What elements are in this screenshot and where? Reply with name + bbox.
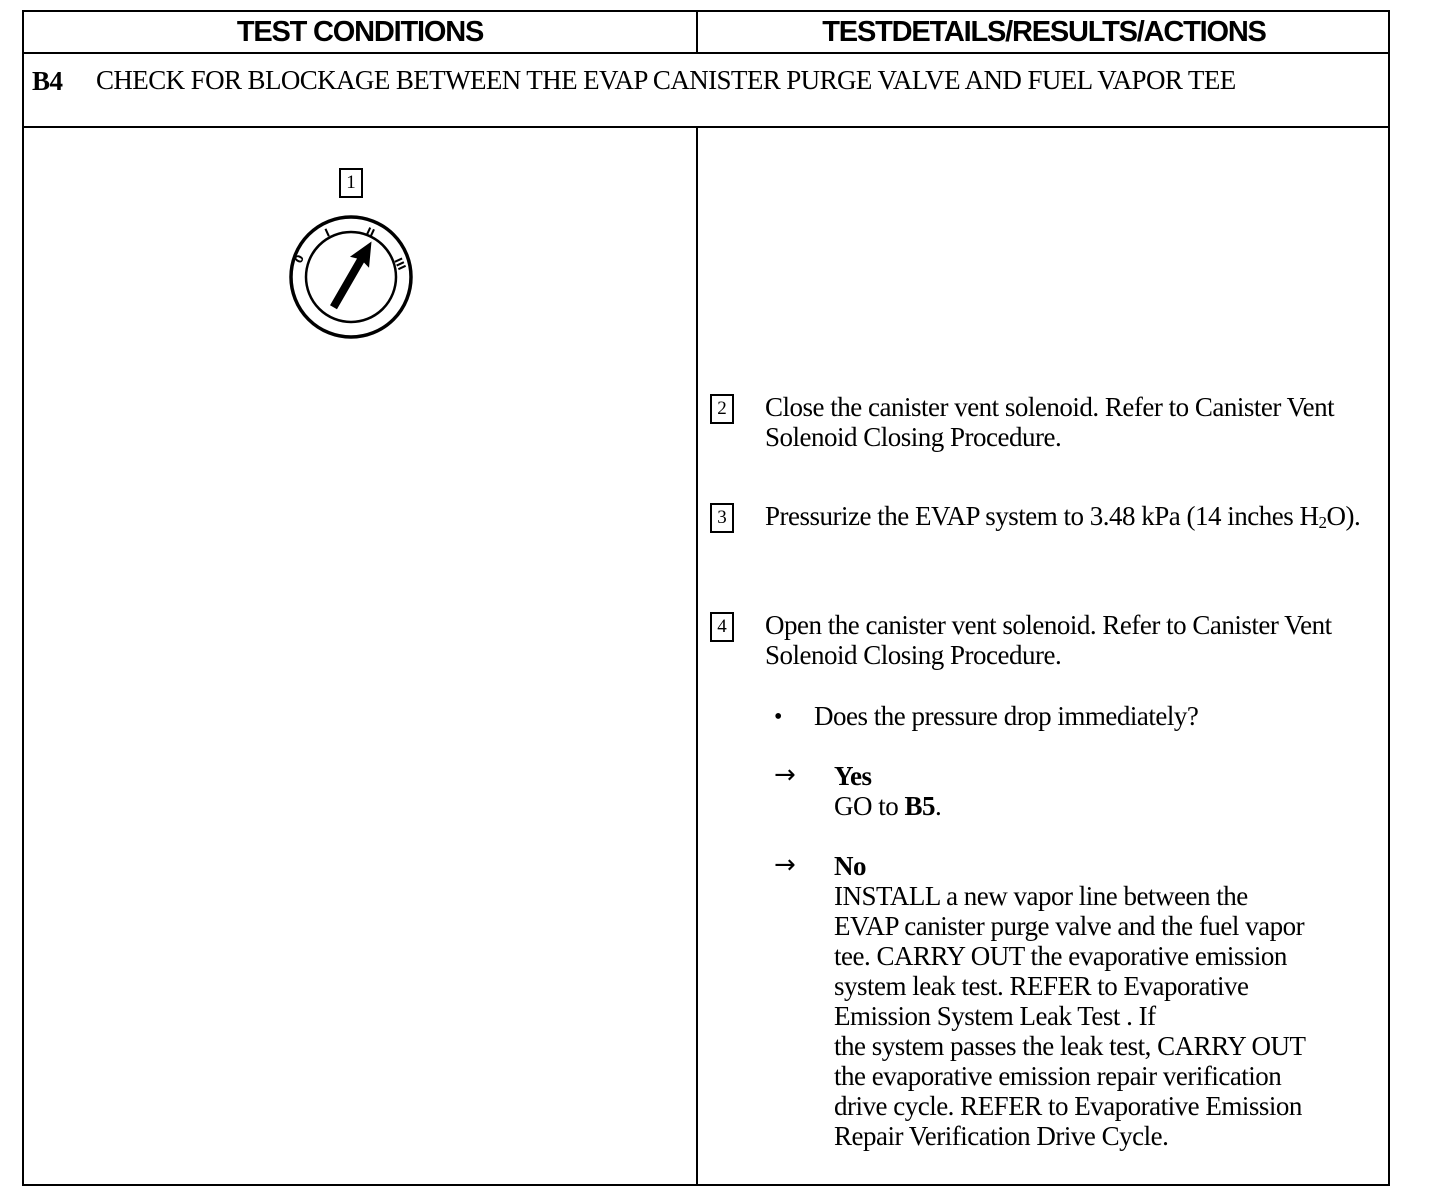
- yes-action: [834, 791, 941, 821]
- yes-action-prefix: GO to: [834, 791, 905, 821]
- yes-label-text: Yes: [834, 761, 872, 791]
- column-divider: [696, 128, 698, 1186]
- yes-label: [834, 761, 872, 791]
- question-text: Does the pressure drop immediately?: [814, 701, 1199, 731]
- no-action-line-3: tee. CARRY OUT the evaporative emission: [834, 941, 1287, 971]
- ignition-position-3: III: [391, 255, 409, 273]
- no-action-line-5: Emission System Leak Test . If: [834, 1001, 1156, 1031]
- step-number-3-label: 3: [717, 507, 727, 528]
- no-action-line-2: EVAP canister purge valve and the fuel vapor: [834, 911, 1305, 941]
- no-action-line-6: the system passes the leak test, CARRY OUT: [834, 1031, 1306, 1061]
- test-table: [22, 10, 1390, 1186]
- yes-arrow-icon: →: [774, 760, 796, 790]
- step-3-text-prefix: Pressurize the EVAP system to 3.48 kPa (14 inches H: [765, 501, 1319, 531]
- step-number-2-label: 2: [717, 398, 727, 419]
- no-label-text: No: [834, 851, 866, 881]
- yes-action-target: B5: [904, 791, 936, 821]
- ignition-position-2: II: [363, 224, 377, 241]
- step-4-text: Open the canister vent solenoid. Refer to Canister Vent Solenoid Closing Procedure.: [765, 610, 1332, 670]
- no-action-line-8: drive cycle. REFER to Evaporative Emission: [834, 1091, 1302, 1121]
- no-action: [834, 881, 1389, 1151]
- header-test-conditions: TEST CONDITIONS: [236, 15, 484, 48]
- step-number-3: [710, 503, 734, 533]
- step-3-text-suffix: O).: [1326, 501, 1361, 531]
- ignition-position-0: 0: [291, 252, 307, 266]
- question-bullet: •: [774, 704, 783, 730]
- no-arrow-icon: →: [774, 850, 796, 880]
- step-number-4: [710, 612, 734, 642]
- no-action-line-1: INSTALL a new vapor line between the: [834, 881, 1248, 911]
- step-number-1-label: 1: [346, 172, 356, 193]
- step-number-2: [710, 394, 734, 424]
- ignition-key-icon: [286, 212, 416, 342]
- ignition-position-1: I: [322, 226, 332, 240]
- no-label: [834, 851, 866, 881]
- no-action-line-9: Repair Verification Drive Cycle.: [834, 1121, 1169, 1151]
- ignition-arrow: [324, 236, 381, 313]
- step-heading-row: [24, 54, 1388, 128]
- step-id: B4: [32, 66, 63, 96]
- header-test-details: TESTDETAILS/RESULTS/ACTIONS: [822, 15, 1266, 48]
- table-header: [24, 12, 1388, 54]
- step-number-1: [339, 168, 363, 198]
- step-3-text-sub: 2: [1318, 513, 1327, 532]
- step-2-text: Close the canister vent solenoid. Refer to Canister Vent Solenoid Closing Procedure.: [765, 392, 1335, 452]
- step-title: CHECK FOR BLOCKAGE BETWEEN THE EVAP CANISTER PURGE VALVE AND FUEL VAPOR TEE: [96, 65, 1236, 95]
- yes-action-suffix: .: [935, 791, 942, 821]
- no-action-line-7: the evaporative emission repair verification: [834, 1061, 1282, 1091]
- no-action-line-4: system leak test. REFER to Evaporative: [834, 971, 1249, 1001]
- step-number-4-label: 4: [717, 616, 727, 637]
- step-3-text: [765, 501, 1385, 538]
